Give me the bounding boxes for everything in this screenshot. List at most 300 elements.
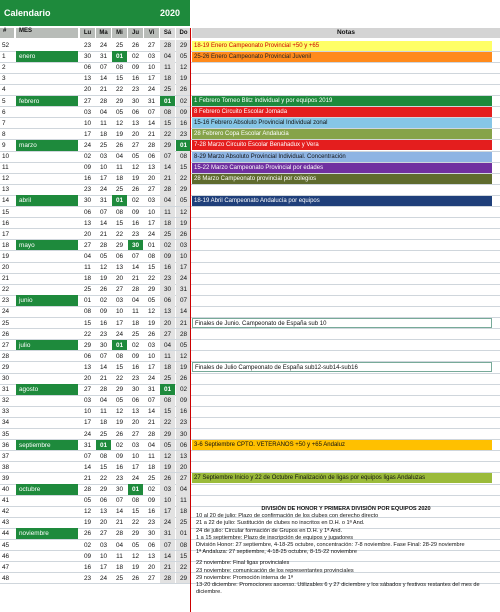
day-cell[interactable]: 17 bbox=[131, 463, 140, 471]
day-cell[interactable]: 22 bbox=[99, 474, 108, 482]
day-cell[interactable]: 09 bbox=[176, 395, 191, 406]
day-cell[interactable]: 13 bbox=[176, 451, 191, 462]
day-cell[interactable]: 22 bbox=[83, 330, 92, 338]
day-cell[interactable]: 28 bbox=[160, 40, 175, 51]
day-cell[interactable]: 19 bbox=[115, 419, 124, 427]
day-cell[interactable]: 28 bbox=[99, 97, 108, 105]
day-cell[interactable]: 18 bbox=[83, 275, 92, 283]
day-cell[interactable]: 30 bbox=[115, 486, 124, 493]
day-cell[interactable]: 17 bbox=[147, 219, 156, 227]
day-cell[interactable]: 08 bbox=[115, 352, 124, 360]
day-cell[interactable]: 08 bbox=[83, 308, 92, 316]
day-cell[interactable]: 14 bbox=[99, 75, 108, 83]
day-cell[interactable]: 29 bbox=[160, 429, 175, 440]
day-cell[interactable]: 26 bbox=[115, 141, 124, 149]
day-cell[interactable]: 27 bbox=[147, 574, 156, 582]
day-cell[interactable]: 03 bbox=[147, 53, 156, 61]
day-cell[interactable]: 28 bbox=[147, 141, 156, 149]
day-cell[interactable]: 24 bbox=[83, 430, 92, 438]
day-cell[interactable]: 01 bbox=[160, 384, 175, 395]
day-cell[interactable]: 25 bbox=[160, 373, 175, 384]
day-cell[interactable]: 09 bbox=[83, 164, 92, 172]
day-cell[interactable]: 27 bbox=[147, 186, 156, 194]
day-cell[interactable]: 17 bbox=[99, 563, 108, 571]
day-cell[interactable]: 19 bbox=[176, 218, 191, 229]
day-cell[interactable]: 10 bbox=[131, 452, 140, 460]
day-cell[interactable]: 26 bbox=[176, 84, 191, 95]
day-cell[interactable]: 23 bbox=[131, 230, 140, 238]
day-cell[interactable]: 03 bbox=[160, 484, 175, 495]
day-cell[interactable]: 07 bbox=[147, 108, 156, 116]
day-cell[interactable]: 20 bbox=[83, 230, 92, 238]
day-cell[interactable]: 28 bbox=[176, 329, 191, 340]
day-cell[interactable]: 17 bbox=[147, 363, 156, 371]
day-cell[interactable]: 22 bbox=[131, 519, 140, 527]
day-cell[interactable]: 27 bbox=[160, 329, 175, 340]
day-cell[interactable]: 04 bbox=[115, 541, 124, 549]
day-cell[interactable]: 01 bbox=[147, 241, 156, 249]
day-cell[interactable]: 24 bbox=[147, 230, 156, 238]
day-cell[interactable]: 05 bbox=[115, 397, 124, 405]
day-cell[interactable]: 12 bbox=[131, 164, 140, 172]
day-cell[interactable]: 04 bbox=[83, 252, 92, 260]
day-cell[interactable]: 09 bbox=[99, 308, 108, 316]
day-cell[interactable]: 23 bbox=[115, 474, 124, 482]
day-cell[interactable]: 13 bbox=[131, 408, 140, 416]
day-cell[interactable]: 23 bbox=[147, 519, 156, 527]
day-cell[interactable]: 29 bbox=[160, 140, 175, 151]
day-cell[interactable]: 02 bbox=[160, 240, 175, 251]
day-cell[interactable]: 15 bbox=[147, 264, 156, 271]
day-cell[interactable]: 31 bbox=[99, 197, 108, 205]
day-cell[interactable]: 03 bbox=[147, 197, 156, 205]
day-cell[interactable]: 14 bbox=[160, 551, 175, 562]
day-cell[interactable]: 11 bbox=[116, 552, 123, 560]
day-cell[interactable]: 05 bbox=[131, 153, 140, 160]
day-cell[interactable]: 22 bbox=[115, 230, 124, 238]
day-cell[interactable]: 11 bbox=[148, 452, 155, 460]
day-cell[interactable]: 02 bbox=[83, 541, 92, 549]
day-cell[interactable]: 18 bbox=[131, 319, 140, 327]
day-cell[interactable]: 29 bbox=[176, 184, 191, 195]
day-cell[interactable]: 14 bbox=[83, 463, 92, 471]
day-cell[interactable]: 29 bbox=[176, 573, 191, 584]
day-cell[interactable]: 25 bbox=[147, 474, 156, 482]
day-cell[interactable]: 04 bbox=[131, 297, 140, 305]
day-cell[interactable]: 05 bbox=[176, 340, 191, 351]
day-cell[interactable]: 21 bbox=[147, 130, 156, 138]
day-cell[interactable]: 06 bbox=[83, 352, 92, 360]
day-cell[interactable]: 23 bbox=[160, 273, 175, 284]
day-cell[interactable]: 15 bbox=[83, 319, 92, 327]
day-cell[interactable]: 20 bbox=[131, 130, 140, 138]
day-cell[interactable]: 18 bbox=[99, 130, 108, 138]
day-cell[interactable]: 02 bbox=[176, 96, 191, 107]
day-cell[interactable]: 23 bbox=[83, 42, 92, 49]
day-cell[interactable]: 20 bbox=[160, 318, 175, 329]
day-cell[interactable]: 24 bbox=[176, 273, 191, 284]
day-cell[interactable]: 30 bbox=[128, 240, 143, 251]
day-cell[interactable]: 21 bbox=[99, 230, 108, 238]
day-cell[interactable]: 02 bbox=[99, 297, 108, 305]
day-cell[interactable]: 27 bbox=[83, 241, 92, 249]
day-cell[interactable]: 29 bbox=[115, 241, 124, 249]
day-cell[interactable]: 24 bbox=[99, 574, 108, 582]
day-cell[interactable]: 30 bbox=[131, 97, 140, 105]
day-cell[interactable]: 17 bbox=[83, 130, 92, 138]
day-cell[interactable]: 29 bbox=[83, 341, 92, 349]
day-cell[interactable]: 18 bbox=[115, 563, 124, 571]
day-cell[interactable]: 08 bbox=[176, 540, 191, 551]
day-cell[interactable]: 22 bbox=[115, 375, 124, 382]
day-cell[interactable]: 01 bbox=[112, 340, 127, 351]
day-cell[interactable]: 11 bbox=[100, 408, 107, 416]
day-cell[interactable]: 20 bbox=[115, 275, 124, 283]
day-cell[interactable]: 06 bbox=[160, 295, 175, 306]
day-cell[interactable]: 10 bbox=[83, 408, 92, 416]
day-cell[interactable]: 02 bbox=[147, 486, 156, 493]
day-cell[interactable]: 15 bbox=[176, 162, 191, 173]
day-cell[interactable]: 07 bbox=[99, 208, 108, 216]
day-cell[interactable]: 17 bbox=[83, 419, 92, 427]
day-cell[interactable]: 22 bbox=[160, 417, 175, 428]
day-cell[interactable]: 06 bbox=[99, 497, 108, 505]
day-cell[interactable]: 30 bbox=[160, 284, 175, 295]
day-cell[interactable]: 01 bbox=[83, 297, 92, 305]
day-cell[interactable]: 15 bbox=[99, 463, 108, 471]
day-cell[interactable]: 23 bbox=[176, 417, 191, 428]
day-cell[interactable]: 10 bbox=[176, 251, 191, 262]
day-cell[interactable]: 26 bbox=[131, 42, 140, 49]
day-cell[interactable]: 15 bbox=[115, 219, 124, 227]
day-cell[interactable]: 13 bbox=[83, 219, 92, 227]
day-cell[interactable]: 09 bbox=[83, 552, 92, 560]
day-cell[interactable]: 05 bbox=[83, 497, 92, 505]
day-cell[interactable]: 13 bbox=[83, 75, 92, 83]
day-cell[interactable]: 21 bbox=[160, 562, 175, 573]
day-cell[interactable]: 07 bbox=[115, 497, 124, 505]
day-cell[interactable]: 14 bbox=[115, 508, 124, 516]
day-cell[interactable]: 18 bbox=[147, 463, 156, 471]
day-cell[interactable]: 16 bbox=[176, 406, 191, 417]
day-cell[interactable]: 25 bbox=[131, 330, 140, 338]
day-cell[interactable]: 28 bbox=[131, 286, 140, 294]
day-cell[interactable]: 19 bbox=[131, 175, 140, 183]
day-cell[interactable]: 14 bbox=[131, 264, 140, 271]
day-cell[interactable]: 16 bbox=[176, 118, 191, 129]
day-cell[interactable]: 11 bbox=[84, 264, 91, 271]
day-cell[interactable]: 05 bbox=[160, 440, 175, 451]
day-cell[interactable]: 30 bbox=[83, 197, 92, 205]
day-cell[interactable]: 16 bbox=[131, 363, 140, 371]
day-cell[interactable]: 27 bbox=[115, 286, 124, 294]
day-cell[interactable]: 05 bbox=[131, 541, 140, 549]
day-cell[interactable]: 19 bbox=[131, 563, 140, 571]
day-cell[interactable]: 12 bbox=[176, 207, 191, 218]
day-cell[interactable]: 20 bbox=[147, 563, 156, 571]
day-cell[interactable]: 24 bbox=[160, 517, 175, 528]
day-cell[interactable]: 13 bbox=[115, 264, 124, 271]
day-cell[interactable]: 10 bbox=[147, 352, 156, 360]
day-cell[interactable]: 31 bbox=[160, 528, 175, 539]
day-cell[interactable]: 11 bbox=[176, 495, 191, 506]
day-cell[interactable]: 20 bbox=[83, 86, 92, 94]
day-cell[interactable]: 26 bbox=[131, 186, 140, 194]
day-cell[interactable]: 29 bbox=[115, 386, 124, 394]
day-cell[interactable]: 02 bbox=[115, 441, 124, 449]
day-cell[interactable]: 25 bbox=[83, 286, 92, 294]
day-cell[interactable]: 04 bbox=[160, 51, 175, 62]
day-cell[interactable]: 04 bbox=[160, 340, 175, 351]
day-cell[interactable]: 17 bbox=[176, 262, 191, 273]
day-cell[interactable]: 31 bbox=[99, 53, 108, 61]
day-cell[interactable]: 23 bbox=[131, 375, 140, 382]
day-cell[interactable]: 19 bbox=[83, 519, 92, 527]
day-cell[interactable]: 19 bbox=[115, 130, 124, 138]
day-cell[interactable]: 23 bbox=[131, 86, 140, 94]
day-cell[interactable]: 08 bbox=[99, 452, 108, 460]
day-cell[interactable]: 06 bbox=[115, 252, 124, 260]
day-cell[interactable]: 27 bbox=[147, 42, 156, 49]
day-cell[interactable]: 07 bbox=[176, 295, 191, 306]
day-cell[interactable]: 06 bbox=[131, 108, 140, 116]
day-cell[interactable]: 03 bbox=[83, 397, 92, 405]
day-cell[interactable]: 09 bbox=[131, 64, 140, 72]
day-cell[interactable]: 11 bbox=[160, 351, 175, 362]
day-cell[interactable]: 24 bbox=[131, 474, 140, 482]
day-cell[interactable]: 12 bbox=[176, 62, 191, 73]
day-cell[interactable]: 21 bbox=[160, 173, 175, 184]
day-cell[interactable]: 17 bbox=[115, 319, 124, 327]
day-cell[interactable]: 12 bbox=[115, 119, 124, 127]
day-cell[interactable]: 25 bbox=[99, 141, 108, 149]
day-cell[interactable]: 18 bbox=[176, 506, 191, 517]
day-cell[interactable]: 07 bbox=[160, 151, 175, 162]
day-cell[interactable]: 20 bbox=[83, 375, 92, 382]
day-cell[interactable]: 27 bbox=[83, 386, 92, 394]
day-cell[interactable]: 03 bbox=[115, 297, 124, 305]
day-cell[interactable]: 20 bbox=[147, 175, 156, 183]
day-cell[interactable]: 19 bbox=[99, 275, 108, 283]
day-cell[interactable]: 06 bbox=[83, 208, 92, 216]
day-cell[interactable]: 27 bbox=[99, 530, 108, 538]
day-cell[interactable]: 04 bbox=[147, 441, 156, 449]
day-cell[interactable]: 02 bbox=[176, 384, 191, 395]
day-cell[interactable]: 03 bbox=[176, 240, 191, 251]
day-cell[interactable]: 09 bbox=[115, 452, 124, 460]
day-cell[interactable]: 24 bbox=[99, 42, 108, 49]
day-cell[interactable]: 15 bbox=[131, 508, 140, 516]
day-cell[interactable]: 10 bbox=[99, 552, 108, 560]
day-cell[interactable]: 26 bbox=[176, 373, 191, 384]
day-cell[interactable]: 06 bbox=[147, 153, 156, 160]
day-cell[interactable]: 20 bbox=[131, 419, 140, 427]
day-cell[interactable]: 07 bbox=[131, 252, 140, 260]
day-cell[interactable]: 02 bbox=[131, 53, 140, 61]
day-cell[interactable]: 25 bbox=[160, 84, 175, 95]
day-cell[interactable]: 01 bbox=[112, 51, 127, 62]
day-cell[interactable]: 30 bbox=[99, 341, 108, 349]
day-cell[interactable]: 25 bbox=[176, 517, 191, 528]
day-cell[interactable]: 06 bbox=[131, 397, 140, 405]
day-cell[interactable]: 10 bbox=[83, 119, 92, 127]
day-cell[interactable]: 13 bbox=[131, 119, 140, 127]
day-cell[interactable]: 28 bbox=[147, 430, 156, 438]
day-cell[interactable]: 28 bbox=[83, 486, 92, 493]
day-cell[interactable]: 03 bbox=[147, 341, 156, 349]
day-cell[interactable]: 18 bbox=[99, 419, 108, 427]
day-cell[interactable]: 21 bbox=[147, 419, 156, 427]
day-cell[interactable]: 25 bbox=[160, 229, 175, 240]
day-cell[interactable]: 23 bbox=[176, 129, 191, 140]
day-cell[interactable]: 31 bbox=[83, 441, 92, 449]
day-cell[interactable]: 08 bbox=[176, 151, 191, 162]
day-cell[interactable]: 12 bbox=[176, 351, 191, 362]
day-cell[interactable]: 01 bbox=[96, 440, 111, 451]
day-cell[interactable]: 15 bbox=[160, 406, 175, 417]
day-cell[interactable]: 28 bbox=[160, 573, 175, 584]
day-cell[interactable]: 12 bbox=[160, 451, 175, 462]
day-cell[interactable]: 21 bbox=[131, 275, 140, 283]
day-cell[interactable]: 24 bbox=[147, 375, 156, 382]
day-cell[interactable]: 14 bbox=[99, 219, 108, 227]
day-cell[interactable]: 07 bbox=[99, 64, 108, 72]
day-cell[interactable]: 29 bbox=[99, 486, 108, 493]
day-cell[interactable]: 27 bbox=[131, 141, 140, 149]
day-cell[interactable]: 28 bbox=[160, 184, 175, 195]
day-cell[interactable]: 26 bbox=[176, 229, 191, 240]
day-cell[interactable]: 28 bbox=[115, 530, 124, 538]
day-cell[interactable]: 04 bbox=[99, 397, 108, 405]
day-cell[interactable]: 10 bbox=[147, 208, 156, 216]
day-cell[interactable]: 29 bbox=[131, 530, 140, 538]
day-cell[interactable]: 19 bbox=[147, 319, 156, 327]
day-cell[interactable]: 13 bbox=[147, 552, 156, 560]
day-cell[interactable]: 23 bbox=[99, 330, 108, 338]
day-cell[interactable]: 19 bbox=[160, 462, 175, 473]
day-cell[interactable]: 16 bbox=[83, 175, 92, 183]
day-cell[interactable]: 03 bbox=[131, 441, 140, 449]
day-cell[interactable]: 12 bbox=[99, 264, 108, 271]
day-cell[interactable]: 31 bbox=[176, 284, 191, 295]
day-cell[interactable]: 11 bbox=[160, 62, 175, 73]
day-cell[interactable]: 08 bbox=[147, 252, 156, 260]
day-cell[interactable]: 09 bbox=[176, 107, 191, 118]
day-cell[interactable]: 06 bbox=[147, 541, 156, 549]
day-cell[interactable]: 09 bbox=[160, 251, 175, 262]
day-cell[interactable]: 26 bbox=[83, 530, 92, 538]
day-cell[interactable]: 08 bbox=[115, 208, 124, 216]
day-cell[interactable]: 01 bbox=[176, 140, 191, 151]
day-cell[interactable]: 06 bbox=[176, 440, 191, 451]
day-cell[interactable]: 24 bbox=[147, 86, 156, 94]
day-cell[interactable]: 07 bbox=[160, 540, 175, 551]
day-cell[interactable]: 21 bbox=[99, 375, 108, 382]
day-cell[interactable]: 10 bbox=[160, 495, 175, 506]
day-cell[interactable]: 31 bbox=[147, 386, 156, 394]
day-cell[interactable]: 16 bbox=[160, 262, 175, 273]
day-cell[interactable]: 08 bbox=[160, 107, 175, 118]
day-cell[interactable]: 09 bbox=[131, 208, 140, 216]
day-cell[interactable]: 16 bbox=[99, 319, 108, 327]
day-cell[interactable]: 22 bbox=[115, 86, 124, 94]
day-cell[interactable]: 16 bbox=[115, 463, 124, 471]
day-cell[interactable]: 30 bbox=[83, 53, 92, 61]
day-cell[interactable]: 27 bbox=[176, 473, 191, 484]
day-cell[interactable]: 29 bbox=[176, 40, 191, 51]
day-cell[interactable]: 14 bbox=[160, 162, 175, 173]
day-cell[interactable]: 17 bbox=[160, 506, 175, 517]
day-cell[interactable]: 09 bbox=[131, 352, 140, 360]
day-cell[interactable]: 01 bbox=[176, 528, 191, 539]
day-cell[interactable]: 02 bbox=[131, 197, 140, 205]
day-cell[interactable]: 09 bbox=[147, 497, 156, 505]
day-cell[interactable]: 10 bbox=[99, 164, 108, 172]
day-cell[interactable]: 24 bbox=[115, 330, 124, 338]
day-cell[interactable]: 16 bbox=[131, 219, 140, 227]
day-cell[interactable]: 13 bbox=[160, 306, 175, 317]
day-cell[interactable]: 10 bbox=[115, 308, 124, 316]
day-cell[interactable]: 24 bbox=[83, 141, 92, 149]
day-cell[interactable]: 05 bbox=[176, 195, 191, 206]
day-cell[interactable]: 02 bbox=[83, 153, 92, 160]
day-cell[interactable]: 23 bbox=[83, 186, 92, 194]
day-cell[interactable]: 20 bbox=[99, 519, 108, 527]
day-cell[interactable]: 18 bbox=[115, 175, 124, 183]
day-cell[interactable]: 04 bbox=[115, 153, 124, 160]
day-cell[interactable]: 26 bbox=[99, 286, 108, 294]
day-cell[interactable]: 14 bbox=[147, 119, 156, 127]
day-cell[interactable]: 26 bbox=[160, 473, 175, 484]
day-cell[interactable]: 28 bbox=[99, 241, 108, 249]
day-cell[interactable]: 29 bbox=[147, 286, 156, 294]
day-cell[interactable]: 30 bbox=[147, 530, 156, 538]
day-cell[interactable]: 14 bbox=[147, 408, 156, 416]
day-cell[interactable]: 05 bbox=[99, 252, 108, 260]
day-cell[interactable]: 21 bbox=[99, 86, 108, 94]
day-cell[interactable]: 12 bbox=[83, 508, 92, 516]
day-cell[interactable]: 27 bbox=[131, 430, 140, 438]
day-cell[interactable]: 25 bbox=[115, 42, 124, 49]
day-cell[interactable]: 04 bbox=[99, 108, 108, 116]
day-cell[interactable]: 08 bbox=[160, 395, 175, 406]
day-cell[interactable]: 11 bbox=[132, 308, 139, 316]
day-cell[interactable]: 15 bbox=[115, 75, 124, 83]
day-cell[interactable]: 14 bbox=[99, 363, 108, 371]
day-cell[interactable]: 26 bbox=[115, 430, 124, 438]
day-cell[interactable]: 05 bbox=[115, 108, 124, 116]
day-cell[interactable]: 23 bbox=[83, 574, 92, 582]
day-cell[interactable]: 12 bbox=[147, 308, 156, 316]
day-cell[interactable]: 01 bbox=[128, 484, 143, 495]
day-cell[interactable]: 08 bbox=[131, 497, 140, 505]
day-cell[interactable]: 30 bbox=[131, 386, 140, 394]
day-cell[interactable]: 06 bbox=[83, 64, 92, 72]
day-cell[interactable]: 17 bbox=[147, 75, 156, 83]
day-cell[interactable]: 22 bbox=[176, 562, 191, 573]
day-cell[interactable]: 19 bbox=[176, 362, 191, 373]
day-cell[interactable]: 26 bbox=[131, 574, 140, 582]
day-cell[interactable]: 01 bbox=[112, 195, 127, 206]
day-cell[interactable]: 02 bbox=[131, 341, 140, 349]
day-cell[interactable]: 12 bbox=[131, 552, 140, 560]
day-cell[interactable]: 13 bbox=[147, 164, 156, 172]
day-cell[interactable]: 03 bbox=[83, 108, 92, 116]
day-cell[interactable]: 10 bbox=[147, 64, 156, 72]
day-cell[interactable]: 25 bbox=[99, 430, 108, 438]
day-cell[interactable]: 22 bbox=[147, 275, 156, 283]
day-cell[interactable]: 01 bbox=[160, 96, 175, 107]
